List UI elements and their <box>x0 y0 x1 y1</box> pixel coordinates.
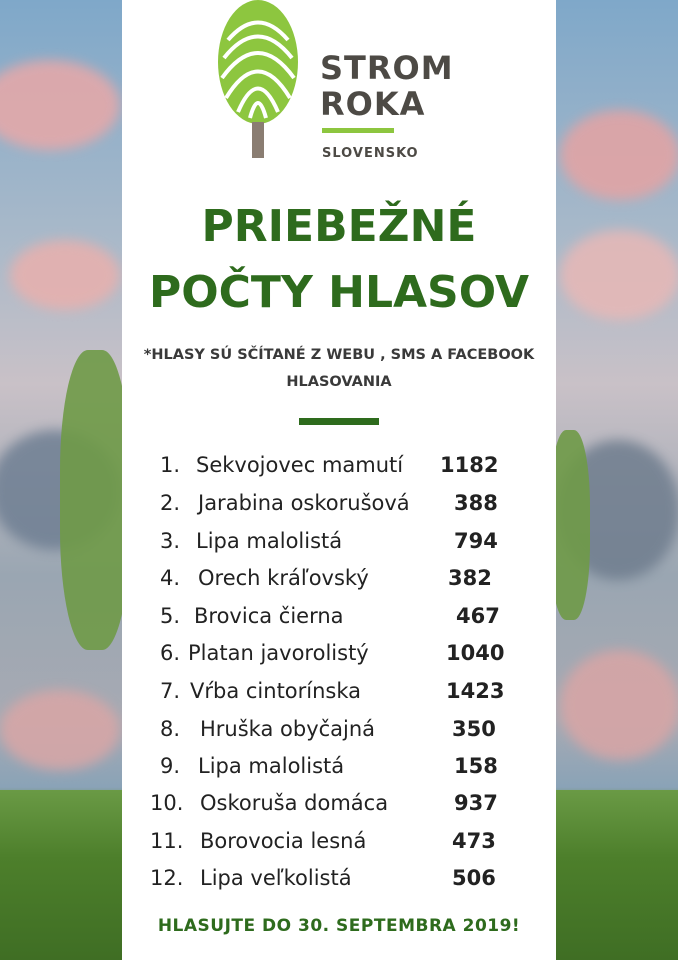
vote-count: 382 <box>448 566 492 590</box>
cloud <box>560 650 678 760</box>
rank-label: 9. <box>160 754 181 778</box>
list-item <box>122 449 556 486</box>
list-item <box>122 675 556 712</box>
brand-subtitle: SLOVENSKO <box>322 146 419 161</box>
tree-name: Oskoruša domáca <box>200 791 389 815</box>
list-item <box>122 787 556 824</box>
list-item <box>122 487 556 524</box>
rank-label: 4. <box>160 566 181 590</box>
cloud <box>10 240 120 310</box>
brand-line1: STROM <box>320 49 454 87</box>
vote-count: 473 <box>452 829 496 853</box>
vote-count: 937 <box>454 791 498 815</box>
rank-label: 5. <box>160 604 181 628</box>
list-item <box>122 713 556 750</box>
vote-deadline-banner: HLASUJTE DO 30. SEPTEMBRA 2019! <box>157 916 521 936</box>
vote-count: 506 <box>452 866 496 890</box>
rank-label: 3. <box>160 529 181 553</box>
right-tree <box>550 430 590 620</box>
tree-name: Hruška obyčajná <box>200 717 376 741</box>
list-item <box>122 862 556 899</box>
vote-count: 467 <box>456 604 500 628</box>
rank-label: 12. <box>150 866 184 890</box>
tree-name: Lipa malolistá <box>196 529 343 553</box>
vote-count: 1182 <box>440 453 499 477</box>
page-title-line1: PRIEBEŽNÉ <box>201 201 477 252</box>
list-item <box>122 825 556 862</box>
rank-label: 7. <box>160 679 181 703</box>
list-item <box>122 600 556 637</box>
vote-count: 388 <box>454 491 498 515</box>
rank-label: 11. <box>150 829 184 853</box>
vote-count: 794 <box>454 529 498 553</box>
tree-logo-icon <box>216 0 306 160</box>
vote-count: 350 <box>452 717 496 741</box>
rank-label: 10. <box>150 791 184 815</box>
cloud <box>560 230 678 320</box>
list-item <box>122 525 556 562</box>
tree-name: Jarabina oskorušová <box>198 491 410 515</box>
rank-label: 2. <box>160 491 181 515</box>
tree-name: Borovocia lesná <box>200 829 367 853</box>
rank-label: 1. <box>160 453 181 477</box>
tree-name: Vŕba cintorínska <box>190 679 362 703</box>
tree-name: Sekvojovec mamutí <box>196 453 404 477</box>
tree-name: Lipa veľkolistá <box>200 866 352 890</box>
vote-source-note <box>122 342 556 396</box>
section-divider <box>299 418 379 425</box>
list-item <box>122 562 556 599</box>
page-title-line2: POČTY HLASOV <box>148 267 529 318</box>
cloud <box>0 690 120 770</box>
content-panel <box>122 0 556 960</box>
tree-name: Platan javorolistý <box>188 641 369 665</box>
list-item <box>122 637 556 674</box>
vote-count: 158 <box>454 754 498 778</box>
cloud <box>0 60 120 150</box>
tree-name: Lipa malolistá <box>198 754 345 778</box>
brand-name <box>320 50 454 122</box>
note-line1: *HLASY SÚ SČÍTANÉ Z WEBU , SMS A FACEBOOK <box>143 347 535 363</box>
vote-count: 1040 <box>446 641 505 665</box>
cloud <box>560 110 678 200</box>
rank-label: 6. <box>160 641 181 665</box>
tree-name: Brovica čierna <box>194 604 344 628</box>
brand-line2: ROKA <box>320 85 426 123</box>
note-line2: HLASOVANIA <box>286 374 392 390</box>
vote-count: 1423 <box>446 679 505 703</box>
brand-underline <box>322 128 394 133</box>
tree-name: Orech kráľovský <box>198 566 369 590</box>
left-tree <box>60 350 130 650</box>
rank-label: 8. <box>160 717 181 741</box>
list-item <box>122 750 556 787</box>
